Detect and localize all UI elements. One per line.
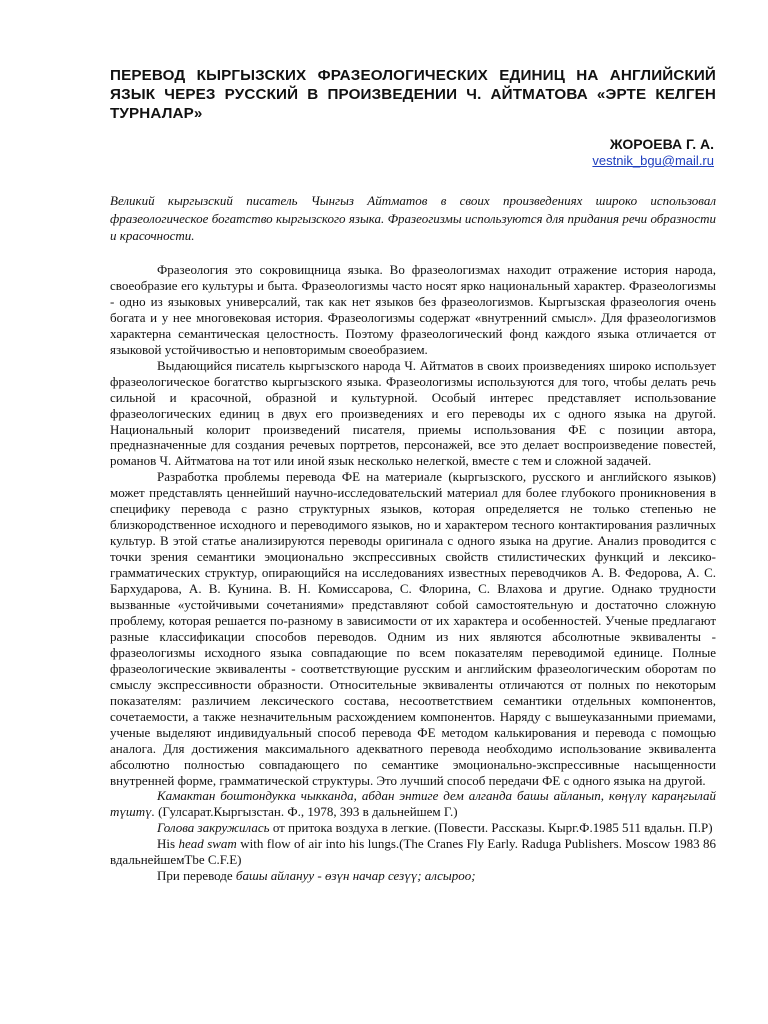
example-kyrgyz-source: (Гулсарат.Кыргызстан. Ф., 1978, 393 в дальнейшем Г.) xyxy=(154,804,458,820)
paragraph-3: Разработка проблемы перевода ФЕ на материале (кыргызского, русского и английского языков) может представлять ценнейший научно-исследовательский материал для более глубокого проникновения в специфику перевода с разно структурных языков, которая определяется не только степенью не близкородственное исходного и переводимого языков, но и характером тесного контактирования различных культур. В этой статье анализируются переводы оригинала с одного языка на другие. Анализ проводится с точки зрения семантики эмоционально экспрессивных свойств стилистических функций и лексико-грамматических структур, опирающийся на исследованиях известных переводчиков А. В. Федорова, А. С. Бархударова, А. В. Кунина. В. Н. Комиссарова, С. Флорина, С. Влахова и другие. Однако трудности вызванные «устойчивыми сочетаниями» представляют собой самостоятельную и достаточно сложную проблему, которая решается по-разному в зависимости от их характера и особенностей. Ученые предлагают разные классификации способов переводов. Одним из них являются абсолютные эквиваленты - фразеологизмы исходного языка совпадающие по всем показателям переводимой единице. Полные фразеологические эквиваленты - соответствующие русским и английским фразеологическим оборотам по смыслу экспрессивности образности. Относительные эквиваленты отличаются от полных по некоторым показателям: различием лексического состава, несоответствием семантики отдельных компонентов, сочетаемости, а также незначительным расхождением компонентов. Наряду с вышеуказанными приемами, ученые выделяют индивидуальный способ перевода ФЕ методом калькирования и перевода с помощью аналога. Для достижения максимального адекватного перевода необходимо использование эквивалента абсолютно полностью совпадающего по семантике эмоционально-экспрессивные насыщенности внутренней форме, грамматической структуры. Это лучший способ передачи ФЕ с одного языка на другой. xyxy=(110,469,716,788)
example-english-source: with flow of air into his lungs.(The Cranes Fly Early. Raduga Publishers. Moscow 1983 86 вдальнейшемTbe C.F.E) xyxy=(110,836,717,868)
translation-note xyxy=(110,868,716,884)
abstract: Великий кыргызский писатель Чынгыз Айтматов в своих произведениях широко использовал фразеологическое богатство кыргызского языка. Фразеогизмы используются для придания речи образности и красочности. xyxy=(110,193,716,243)
example-kyrgyz xyxy=(110,788,716,820)
translation-note-italic: башы айлануу - өзүн начар сезүү; алсыроо; xyxy=(235,868,476,884)
example-kyrgyz-italic: Камактан боштондукка чыкканда, абдан энтиге дем алганда башы айланып, көңүлү караңгылай түштү. xyxy=(110,788,716,820)
paragraph-1: Фразеология это сокровищница языка. Во фразеологизмах находит отражение история народа, своеобразие его культуры и быта. Фразеологизмы часто носят ярко национальный характер. Фразеологизмы - одно из языковых универсалий, так как нет языков без фразеологизмов. Кыргызская фразеология очень богата и у нее многовековая история. Фразеологизмы содержат «внутренний смысл». Для фразеологизмов характерна семантическая целостность. Поэтому фразеологический фонд каждого языка отличается от языковой устойчивостью и неповторимым своеобразием. xyxy=(110,262,716,357)
example-russian-source: от притока воздуха в легкие. (Повести. Рассказы. Кырг.Ф.1985 511 вдальн. П.Р) xyxy=(269,820,713,836)
example-english xyxy=(110,836,716,868)
example-russian xyxy=(110,820,716,836)
translation-note-start: При переводе xyxy=(157,868,236,884)
paragraph-2: Выдающийся писатель кыргызского народа Ч. Айтматов в своих произведениях широко использует фразеологическое богатство кыргызского языка. Фразеологизмы используются для того, чтобы делать речь сильной и красочной, образной и культурной. Особый интерес представляет использование фразеологических единиц в двух его произведениях и его переводы их с одного языка на другой. Национальный колорит произведений писателя, приемы использования ФЕ с позиции автора, предназначенные для создания речевых портретов, персонажей, все это делает воспроизведение повестей, романов Ч. Айтматова на тот или иной язык несколько нелегкой, вместе с тем и сложной задачей. xyxy=(110,357,716,469)
article-title: ПЕРЕВОД КЫРГЫЗСКИХ ФРАЗЕОЛОГИЧЕСКИХ ЕДИНИЦ НА АНГЛИЙСКИЙ ЯЗЫК ЧЕРЕЗ РУССКИЙ В ПРОИЗВЕДЕНИИ Ч. АЙТМАТОВА «ЭРТЕ КЕЛГЕН ТУРНАЛАР» xyxy=(110,67,716,122)
article-body xyxy=(110,262,716,884)
example-russian-italic: Голова закружилась xyxy=(157,820,270,836)
author-email-link[interactable]: vestnik_bgu@mail.ru xyxy=(592,153,714,168)
example-english-start: His xyxy=(157,836,179,852)
example-english-italic: head swam xyxy=(178,836,237,852)
author-name: ЖОРОЕВА Г. А. xyxy=(609,136,714,152)
